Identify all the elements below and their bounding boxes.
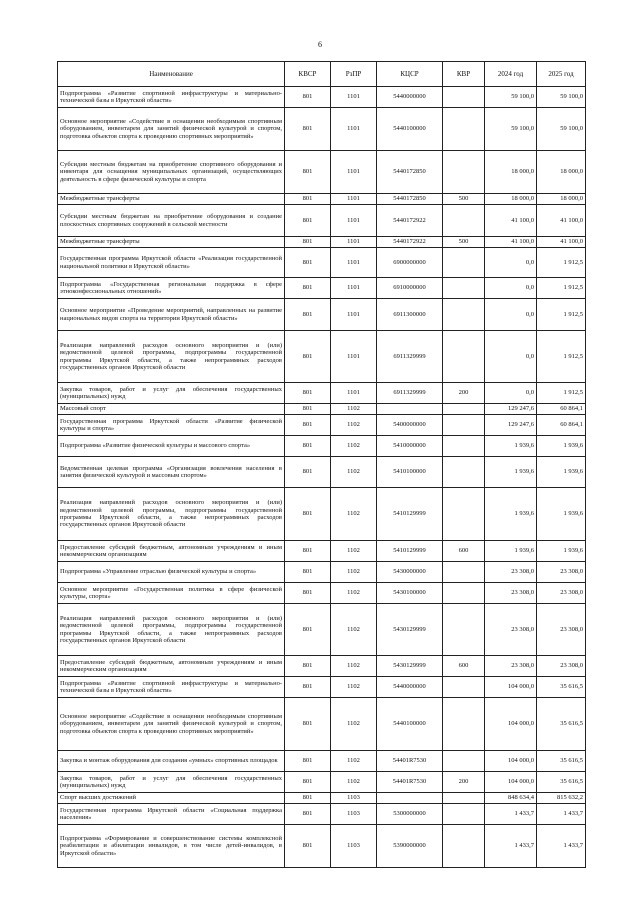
cell-kcsr: 6910000000 (377, 278, 443, 299)
cell-rzpr: 1102 (331, 541, 377, 562)
cell-rzpr: 1102 (331, 751, 377, 772)
cell-kvr (443, 436, 485, 457)
cell-kvr (443, 248, 485, 278)
cell-2024: 23 308,0 (485, 583, 537, 604)
cell-name: Массовый спорт (58, 404, 285, 415)
table-row (58, 383, 586, 404)
cell-2025: 35 616,5 (537, 677, 586, 698)
header-2025: 2025 год (537, 62, 586, 87)
cell-2025: 59 100,0 (537, 108, 586, 151)
cell-kvsr: 801 (285, 751, 331, 772)
table-row (58, 278, 586, 299)
cell-kcsr: 5440000000 (377, 677, 443, 698)
table-row (58, 87, 586, 108)
cell-2025: 18 000,0 (537, 151, 586, 194)
cell-rzpr: 1101 (331, 331, 377, 383)
cell-kvr: 600 (443, 656, 485, 677)
cell-rzpr: 1102 (331, 583, 377, 604)
cell-kvsr: 801 (285, 772, 331, 793)
cell-2025: 41 100,0 (537, 237, 586, 248)
cell-name: Ведомственная целевая программа «Организация вовлечения населения в занятия физической культурой и массовым спортом» (58, 457, 285, 488)
cell-kvsr: 801 (285, 237, 331, 248)
cell-name: Закупка товаров, работ и услуг для обеспечения государственных (муниципальных) нужд (58, 383, 285, 404)
cell-kvsr: 801 (285, 804, 331, 825)
cell-rzpr: 1103 (331, 804, 377, 825)
table-row (58, 415, 586, 436)
table-row (58, 205, 586, 237)
cell-kvsr: 801 (285, 825, 331, 868)
budget-table (57, 61, 586, 868)
cell-rzpr: 1102 (331, 772, 377, 793)
cell-2025: 1 912,5 (537, 299, 586, 331)
cell-kvr (443, 562, 485, 583)
cell-2025: 1 912,5 (537, 248, 586, 278)
cell-rzpr: 1102 (331, 562, 377, 583)
header-kcsr: КЦСР (377, 62, 443, 87)
cell-rzpr: 1101 (331, 237, 377, 248)
cell-name: Закупка товаров, работ и услуг для обеспечения государственных (муниципальных) нужд (58, 772, 285, 793)
cell-kcsr: 6911300000 (377, 299, 443, 331)
cell-name: Межбюджетные трансферты (58, 237, 285, 248)
cell-rzpr: 1103 (331, 825, 377, 868)
cell-2024: 23 308,0 (485, 656, 537, 677)
cell-rzpr: 1102 (331, 677, 377, 698)
cell-rzpr: 1101 (331, 383, 377, 404)
cell-name: Государственная программа Иркутской области «Реализация государственной национальной политики в Иркутской области» (58, 248, 285, 278)
cell-2025: 1 912,5 (537, 331, 586, 383)
cell-kcsr (377, 404, 443, 415)
cell-name: Спорт высших достижений (58, 793, 285, 804)
cell-kvsr: 801 (285, 457, 331, 488)
cell-name: Предоставление субсидий бюджетным, автономным учреждениям и иным некоммерческим организациям (58, 541, 285, 562)
cell-2024: 1 939,6 (485, 541, 537, 562)
cell-name: Субсидии местным бюджетам на приобретение спортивного оборудования и инвентаря для оснащения муниципальных организаций, осуществляющих деятельность в сфере физической культуры и спорта (58, 151, 285, 194)
cell-2025: 35 616,5 (537, 698, 586, 751)
cell-name: Основное мероприятие «Государственная политика в сфере физической культуры, спорта» (58, 583, 285, 604)
cell-2024: 104 000,0 (485, 677, 537, 698)
cell-kcsr: 6911329999 (377, 331, 443, 383)
cell-kcsr: 5390000000 (377, 825, 443, 868)
cell-name: Основное мероприятие «Содействие в оснащении необходимым спортивным оборудованием, инвентарем для занятий физической культурой и спортом, подготовка объектов спорта к проведению спортивных мероприятий» (58, 698, 285, 751)
cell-2024: 41 100,0 (485, 205, 537, 237)
cell-kvsr: 801 (285, 299, 331, 331)
table-row (58, 604, 586, 656)
cell-rzpr: 1102 (331, 404, 377, 415)
cell-kvr (443, 751, 485, 772)
cell-kcsr: 5440172850 (377, 151, 443, 194)
cell-2025: 59 100,0 (537, 87, 586, 108)
table-row (58, 108, 586, 151)
cell-name: Реализация направлений расходов основного мероприятия и (или) ведомственной целевой программы, подпрограммы государственной программы Иркутской области, а также непрограммных расходов государственных органов Иркутской области (58, 604, 285, 656)
table-row (58, 331, 586, 383)
cell-kvr (443, 415, 485, 436)
cell-kvsr: 801 (285, 604, 331, 656)
cell-kvsr: 801 (285, 205, 331, 237)
cell-kvr (443, 698, 485, 751)
cell-kvr (443, 793, 485, 804)
cell-kvsr: 801 (285, 194, 331, 205)
cell-kvr: 200 (443, 383, 485, 404)
cell-name: Государственная программа Иркутской области «Социальная поддержка населения» (58, 804, 285, 825)
cell-2024: 0,0 (485, 299, 537, 331)
table-row (58, 488, 586, 541)
cell-2025: 1 912,5 (537, 278, 586, 299)
cell-rzpr: 1101 (331, 194, 377, 205)
cell-kvsr: 801 (285, 151, 331, 194)
cell-2025: 23 308,0 (537, 604, 586, 656)
cell-kvsr: 801 (285, 436, 331, 457)
cell-2024: 129 247,6 (485, 415, 537, 436)
table-row (58, 825, 586, 868)
cell-rzpr: 1102 (331, 604, 377, 656)
cell-rzpr: 1101 (331, 278, 377, 299)
cell-kvr: 500 (443, 194, 485, 205)
table-row (58, 457, 586, 488)
cell-kcsr: 6900000000 (377, 248, 443, 278)
cell-name: Предоставление субсидий бюджетным, автономным учреждениям и иным некоммерческим организациям (58, 656, 285, 677)
cell-kvsr: 801 (285, 108, 331, 151)
cell-kcsr: 54401R7530 (377, 751, 443, 772)
table-row (58, 656, 586, 677)
cell-name: Подпрограмма «Управление отраслью физической культуры и спорта» (58, 562, 285, 583)
cell-name: Подпрограмма «Развитие спортивной инфраструктуры и материально- технической базы в Иркутской области» (58, 87, 285, 108)
cell-2024: 18 000,0 (485, 194, 537, 205)
cell-kvsr: 801 (285, 248, 331, 278)
cell-kcsr: 5300000000 (377, 804, 443, 825)
cell-kvr (443, 205, 485, 237)
cell-kcsr: 5400000000 (377, 415, 443, 436)
cell-kvr: 600 (443, 541, 485, 562)
cell-kvr (443, 825, 485, 868)
table-row (58, 751, 586, 772)
header-kvsr: КВСР (285, 62, 331, 87)
cell-kvr (443, 677, 485, 698)
cell-kvsr: 801 (285, 278, 331, 299)
cell-kcsr: 5410129999 (377, 541, 443, 562)
cell-kvsr: 801 (285, 541, 331, 562)
cell-2024: 23 308,0 (485, 604, 537, 656)
cell-2024: 59 100,0 (485, 87, 537, 108)
cell-rzpr: 1102 (331, 488, 377, 541)
cell-kcsr: 5440000000 (377, 87, 443, 108)
cell-kvr: 200 (443, 772, 485, 793)
cell-kvr (443, 404, 485, 415)
cell-2025: 1 939,6 (537, 488, 586, 541)
cell-kvr (443, 804, 485, 825)
cell-name: Государственная программа Иркутской области «Развитие физической культуры и спорта» (58, 415, 285, 436)
cell-2025: 23 308,0 (537, 583, 586, 604)
cell-kvr (443, 278, 485, 299)
cell-kcsr: 5430100000 (377, 583, 443, 604)
cell-rzpr: 1102 (331, 457, 377, 488)
cell-2024: 1 939,6 (485, 457, 537, 488)
page-number: 6 (318, 40, 322, 49)
header-2024: 2024 год (485, 62, 537, 87)
cell-kcsr: 5430129999 (377, 604, 443, 656)
cell-kcsr: 5410129999 (377, 488, 443, 541)
cell-kcsr: 5440100000 (377, 108, 443, 151)
header-kvr: КВР (443, 62, 485, 87)
cell-name: Подпрограмма «Развитие физической культуры и массового спорта» (58, 436, 285, 457)
cell-kvr (443, 457, 485, 488)
cell-kvr: 500 (443, 237, 485, 248)
cell-kvsr: 801 (285, 331, 331, 383)
cell-2025: 23 308,0 (537, 562, 586, 583)
cell-2025: 1 939,6 (537, 457, 586, 488)
cell-kvsr: 801 (285, 793, 331, 804)
table-row (58, 677, 586, 698)
cell-rzpr: 1101 (331, 205, 377, 237)
cell-2024: 1 433,7 (485, 825, 537, 868)
cell-name: Реализация направлений расходов основного мероприятия и (или) ведомственной целевой программы, подпрограммы государственной программы Иркутской области, а также непрограммных расходов государственных органов Иркутской области (58, 331, 285, 383)
cell-2025: 1 939,6 (537, 541, 586, 562)
cell-2024: 18 000,0 (485, 151, 537, 194)
cell-name: Межбюджетные трансферты (58, 194, 285, 205)
table-row (58, 804, 586, 825)
cell-name: Закупка и монтаж оборудования для создания «умных» спортивных площадок (58, 751, 285, 772)
cell-kvsr: 801 (285, 383, 331, 404)
cell-kvr (443, 108, 485, 151)
cell-rzpr: 1102 (331, 698, 377, 751)
table-row (58, 541, 586, 562)
table-row (58, 194, 586, 205)
table-row (58, 248, 586, 278)
cell-2025: 1 939,6 (537, 436, 586, 457)
cell-kcsr: 5440172922 (377, 205, 443, 237)
table-row (58, 404, 586, 415)
cell-rzpr: 1101 (331, 87, 377, 108)
cell-2024: 129 247,6 (485, 404, 537, 415)
table-row (58, 583, 586, 604)
table-row (58, 793, 586, 804)
header-rzpr: РзПР (331, 62, 377, 87)
cell-rzpr: 1103 (331, 793, 377, 804)
table-row (58, 772, 586, 793)
cell-2025: 35 616,5 (537, 751, 586, 772)
table-row (58, 562, 586, 583)
cell-2025: 41 100,0 (537, 205, 586, 237)
cell-kvsr: 801 (285, 87, 331, 108)
cell-2024: 41 100,0 (485, 237, 537, 248)
cell-2024: 104 000,0 (485, 698, 537, 751)
cell-name: Основное мероприятие «Содействие в оснащении необходимым спортивным оборудованием, инвентарем для занятий физической культурой и спортом, подготовка объектов спорта к проведению спортивных мероприятий» (58, 108, 285, 151)
cell-rzpr: 1102 (331, 415, 377, 436)
cell-kvsr: 801 (285, 583, 331, 604)
cell-2025: 1 433,7 (537, 804, 586, 825)
cell-2024: 0,0 (485, 331, 537, 383)
cell-rzpr: 1101 (331, 151, 377, 194)
table-row (58, 237, 586, 248)
cell-2025: 35 616,5 (537, 772, 586, 793)
cell-kcsr: 5440100000 (377, 698, 443, 751)
table-row (58, 299, 586, 331)
cell-name: Подпрограмма «Формирование и совершенствование системы комплексной реабилитации и абилитации инвалидов, в том числе детей-инвалидов, в Иркутской области» (58, 825, 285, 868)
cell-2024: 104 000,0 (485, 751, 537, 772)
cell-2024: 23 308,0 (485, 562, 537, 583)
table-row (58, 151, 586, 194)
table-row (58, 698, 586, 751)
cell-kvr (443, 583, 485, 604)
cell-kcsr: 5440172850 (377, 194, 443, 205)
cell-rzpr: 1101 (331, 299, 377, 331)
cell-2025: 815 632,2 (537, 793, 586, 804)
cell-kvr (443, 488, 485, 541)
cell-kvsr: 801 (285, 677, 331, 698)
cell-kvr (443, 331, 485, 383)
cell-kcsr: 6911329999 (377, 383, 443, 404)
cell-2024: 0,0 (485, 383, 537, 404)
cell-kcsr: 5410100000 (377, 457, 443, 488)
cell-kcsr (377, 793, 443, 804)
cell-name: Подпрограмма «Государственная региональная поддержка в сфере этноконфессиональных отношений» (58, 278, 285, 299)
cell-2024: 1 939,6 (485, 436, 537, 457)
cell-kvsr: 801 (285, 562, 331, 583)
cell-kvsr: 801 (285, 404, 331, 415)
cell-2025: 60 864,1 (537, 415, 586, 436)
cell-kvsr: 801 (285, 488, 331, 541)
cell-name: Основное мероприятие «Проведение мероприятий, направленных на развитие национальных видов спорта на территории Иркутской области» (58, 299, 285, 331)
cell-2024: 1 433,7 (485, 804, 537, 825)
cell-name: Подпрограмма «Развитие спортивной инфраструктуры и материально- технической базы в Иркутской области» (58, 677, 285, 698)
cell-2024: 0,0 (485, 248, 537, 278)
cell-rzpr: 1101 (331, 248, 377, 278)
table-row (58, 436, 586, 457)
cell-2024: 0,0 (485, 278, 537, 299)
cell-kvsr: 801 (285, 698, 331, 751)
cell-kcsr: 5430129999 (377, 656, 443, 677)
header-name: Наименование (58, 62, 285, 87)
cell-2024: 104 000,0 (485, 772, 537, 793)
cell-2025: 1 912,5 (537, 383, 586, 404)
cell-2024: 848 634,4 (485, 793, 537, 804)
cell-2025: 60 864,1 (537, 404, 586, 415)
cell-kcsr: 5440172922 (377, 237, 443, 248)
cell-rzpr: 1102 (331, 436, 377, 457)
cell-name: Субсидии местным бюджетам на приобретение оборудования и создание плоскостных спортивных сооружений в сельской местности (58, 205, 285, 237)
cell-2024: 1 939,6 (485, 488, 537, 541)
cell-name: Реализация направлений расходов основного мероприятия и (или) ведомственной целевой программы, подпрограммы государственной программы Иркутской области, а также непрограммных расходов государственных органов Иркутской области (58, 488, 285, 541)
cell-rzpr: 1102 (331, 656, 377, 677)
cell-kvr (443, 604, 485, 656)
cell-2025: 23 308,0 (537, 656, 586, 677)
table-header-row (58, 62, 586, 87)
cell-kcsr: 5410000000 (377, 436, 443, 457)
cell-2024: 59 100,0 (485, 108, 537, 151)
cell-2025: 1 433,7 (537, 825, 586, 868)
table-body (58, 87, 586, 868)
cell-2025: 18 000,0 (537, 194, 586, 205)
cell-rzpr: 1101 (331, 108, 377, 151)
cell-kvr (443, 87, 485, 108)
cell-kvsr: 801 (285, 656, 331, 677)
cell-kvsr: 801 (285, 415, 331, 436)
cell-kcsr: 54401R7530 (377, 772, 443, 793)
cell-kvr (443, 299, 485, 331)
cell-kvr (443, 151, 485, 194)
cell-kcsr: 5430000000 (377, 562, 443, 583)
